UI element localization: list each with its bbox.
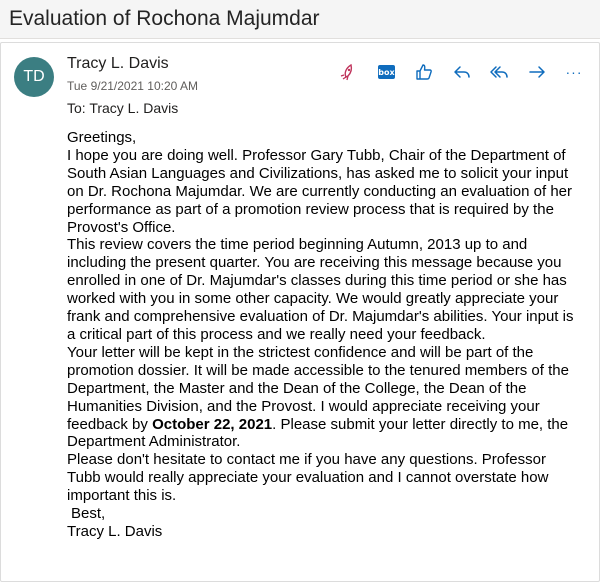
body-paragraph-2: This review covers the time period beginning Autumn, 2013 up to and including the present quarter. You are receiving this message because you enrolled in one of Dr. Majumdar's classes during this time period or she has worked with you in some other capacity. We would greatly appreciate your frank and comprehensive evaluation of Dr. Majumdar's abilities. Your input is a critical part of this process and we really need your feedback.	[67, 236, 574, 343]
recipient-line: To: Tracy L. Davis	[67, 100, 179, 116]
greeting: Greetings,	[67, 129, 137, 146]
like-icon	[414, 62, 434, 82]
box-addin-button[interactable]	[376, 61, 398, 83]
body-paragraph-1: I hope you are doing well. Professor Gary Tubb, Chair of the Department of South Asian Languages and Civilizations, has asked me to solicit your input on Dr. Rochona Majumdar. We are currently conducting an evaluation of her performance as part of a promotion review process that is required by the Provost's Office.	[67, 146, 573, 236]
message-actions-toolbar	[338, 61, 600, 83]
reply-all-button[interactable]	[488, 61, 510, 83]
reply-all-icon	[489, 62, 509, 82]
sender-name[interactable]: Tracy L. Davis	[67, 55, 169, 72]
deadline-date: October 22, 2021	[152, 415, 273, 433]
more-actions-icon: ···	[565, 64, 583, 80]
forward-button[interactable]	[526, 61, 548, 83]
sent-datetime: Tue 9/21/2021 10:20 AM	[67, 79, 198, 93]
email-subject: Evaluation of Rochona Majumdar	[0, 0, 600, 39]
box-addin-icon: box	[378, 65, 395, 79]
forward-icon	[527, 62, 547, 82]
message-body	[67, 129, 577, 541]
rocket-addin-button[interactable]	[338, 61, 360, 83]
body-paragraph-4: Please don't hesitate to contact me if you have any questions. Professor Tubb would really appreciate your evaluation and I cannot overstate how important this is.	[67, 451, 549, 505]
more-actions-button[interactable]	[563, 61, 585, 83]
paragraph-3-tail: . Please submit your letter directly to me, the Department Administrator.	[67, 415, 569, 451]
paragraph-3-text: Your letter will be kept in the strictest confidence and will be part of the promotion dossier. It will be made accessible to the tenured members of the Department, the Master and the Dean of the College, the Dean of the Humanities Division, and the Provost. I would appreciate receiving your feedback by	[67, 343, 569, 433]
message-card	[0, 42, 600, 582]
like-button[interactable]	[413, 61, 435, 83]
reply-button[interactable]	[451, 61, 473, 83]
avatar[interactable]: TD	[14, 57, 54, 97]
closing: Best,	[71, 505, 106, 523]
body-paragraph-3	[67, 344, 577, 451]
signature: Tracy L. Davis	[67, 522, 163, 540]
reply-icon	[452, 62, 472, 82]
rocket-addin-icon	[339, 62, 359, 82]
